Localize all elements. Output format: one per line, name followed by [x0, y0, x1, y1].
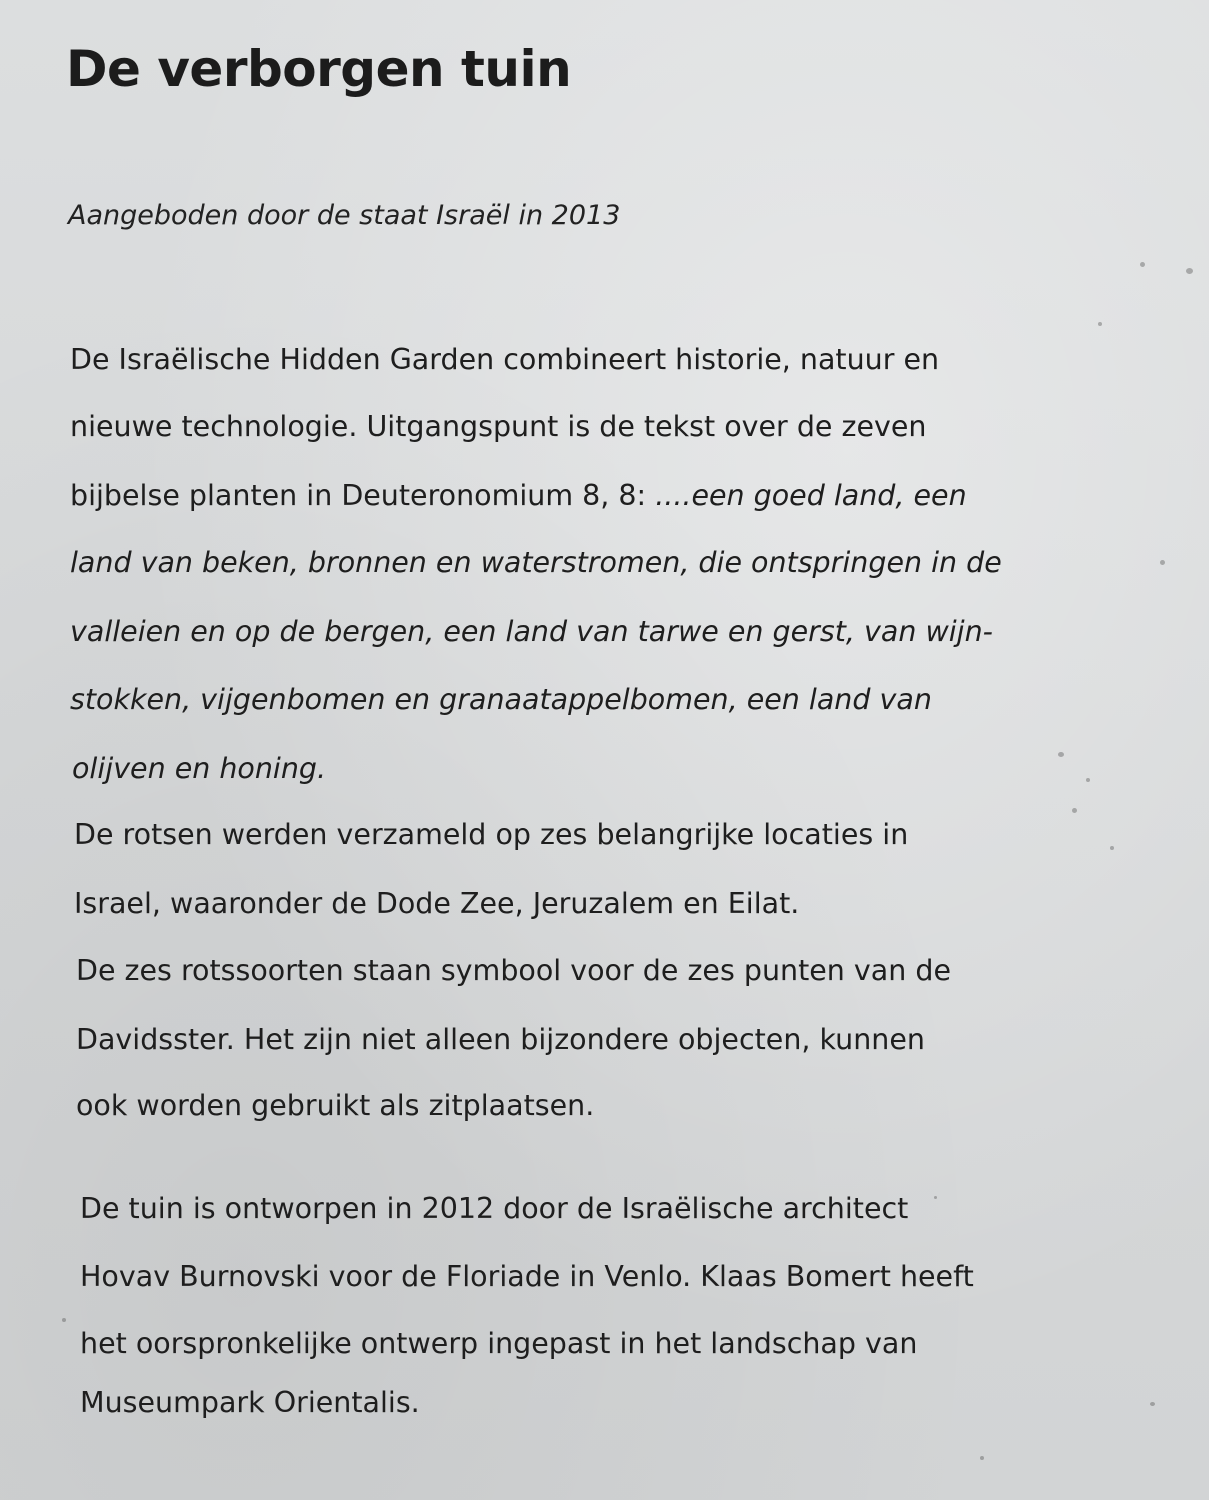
weathering-speck: [1150, 1402, 1155, 1406]
quote-line-3: valleien en op de bergen, een land van tarwe en gerst, van wijn-: [70, 615, 993, 648]
paragraph-2-line-2: Israel, waaronder de Dode Zee, Jeruzalem en Eilat.: [74, 887, 800, 920]
sign-subtitle: Aangeboden door de staat Israël in 2013: [68, 200, 621, 231]
quote-line-5: olijven en honing.: [72, 752, 327, 785]
paragraph-3-line-3: ook worden gebruikt als zitplaatsen.: [76, 1089, 595, 1122]
quote-text-start: ....een goed land, een: [655, 479, 967, 512]
paragraph-4-line-3: het oorspronkelijke ontwerp ingepast in het landschap van: [80, 1327, 918, 1360]
paragraph-4-line-1: De tuin is ontworpen in 2012 door de Israëlische architect: [80, 1192, 909, 1225]
weathering-speck: [1186, 268, 1193, 274]
paragraph-1-line-3: [70, 474, 967, 518]
quote-line-4: stokken, vijgenbomen en granaatappelbomen, een land van: [70, 683, 932, 716]
paragraph-4-line-4: Museumpark Orientalis.: [80, 1386, 420, 1419]
weathering-speck: [934, 1196, 937, 1199]
weathering-speck: [1160, 560, 1165, 565]
weathering-speck: [1072, 808, 1077, 813]
paragraph-1-line-1: De Israëlische Hidden Garden combineert historie, natuur en: [70, 343, 940, 376]
weathering-speck: [1098, 322, 1102, 326]
paragraph-4-line-2: Hovav Burnovski voor de Floriade in Venlo. Klaas Bomert heeft: [80, 1260, 974, 1293]
weathering-speck: [62, 1318, 66, 1322]
weathering-speck: [1110, 846, 1114, 850]
paragraph-2-line-1: De rotsen werden verzameld op zes belangrijke locaties in: [74, 818, 909, 851]
weathering-speck: [980, 1456, 984, 1460]
sign-title: De verborgen tuin: [66, 40, 572, 98]
quote-line-2: land van beken, bronnen en waterstromen, die ontspringen in de: [70, 546, 1002, 579]
weathering-speck: [1086, 778, 1090, 782]
paragraph-3-line-1: De zes rotssoorten staan symbool voor de zes punten van de: [76, 954, 951, 987]
paragraph-3-line-2: Davidsster. Het zijn niet alleen bijzondere objecten, kunnen: [76, 1023, 925, 1056]
paragraph-1-line-2: nieuwe technologie. Uitgangspunt is de tekst over de zeven: [70, 410, 927, 443]
paragraph-1-line-3-normal: bijbelse planten in Deuteronomium 8, 8:: [70, 479, 656, 512]
weathering-speck: [1058, 752, 1064, 757]
weathering-speck: [1140, 262, 1145, 267]
